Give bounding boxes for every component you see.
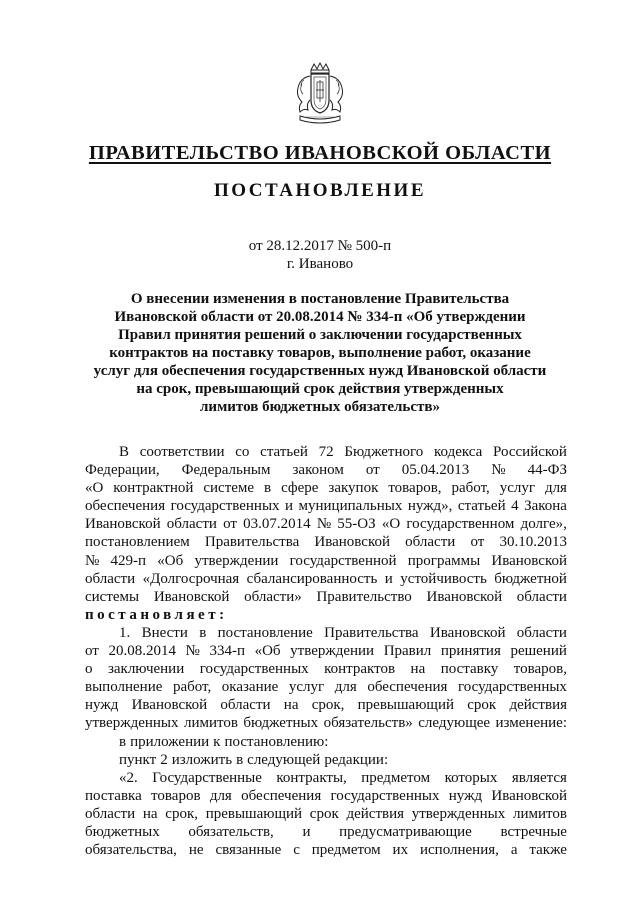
body-line: бюджетных обязательств, и предусматривающие встречные (85, 823, 567, 840)
body-line: Федерации, Федеральным законом от 05.04.2013 № 44-ФЗ (85, 462, 567, 479)
body-line: Ивановской области от 03.07.2014 № 55-ОЗ «О государственном долге», (85, 516, 567, 533)
subject-line: Правил принятия решений о заключении государственных (118, 327, 522, 343)
body-line: системы Ивановской области» Правительство Ивановской области (85, 588, 567, 605)
body-line: В соответствии со статьей 72 Бюджетного кодекса Российской (119, 444, 567, 460)
subject-line: контрактов на поставку товаров, выполнение работ, оказание (109, 345, 531, 361)
subject-line: О внесении изменения в постановление Правительства (130, 291, 510, 307)
body-line: обязательства, не связанные с предметом их исполнения, а также (85, 842, 567, 859)
body-line: № 429-п «Об утверждении государственной программы Ивановской (85, 552, 567, 569)
body-line: от 20.08.2014 № 334-п «Об утверждении Правил принятия решений (85, 643, 567, 660)
subject-line: на срок, превышающий срок действия утвержденных (136, 381, 504, 397)
body-line: обеспечения государственных и муниципальных нужд», статьей 4 Закона (85, 498, 567, 515)
document-date-number: от 28.12.2017 № 500-п (248, 238, 392, 254)
document-type: ПОСТАНОВЛЕНИЕ (213, 180, 427, 201)
document-city: г. Иваново (286, 256, 354, 272)
body-line (85, 606, 567, 624)
body-line: «2. Государственные контракты, предметом которых является (119, 769, 567, 786)
body-line: выполнение работ, оказание услуг для обеспечения государственных (85, 679, 567, 696)
body-line: области «Долгосрочная сбалансированность и устойчивость бюджетной (85, 570, 567, 587)
body-line: «О контрактной системе в сфере закупок товаров, работ, услуг для (85, 480, 567, 497)
document-subject (60, 290, 580, 416)
coat-of-arms-icon (290, 62, 350, 126)
body-line: поставка товаров для обеспечения государственных нужд Ивановской (85, 787, 567, 804)
subject-line: услуг для обеспечения государственных нужд Ивановской области (93, 363, 547, 379)
body-line: утвержденных лимитов бюджетных обязательств» следующее изменение: (85, 715, 567, 732)
body-line: в приложении к постановлению: (119, 733, 329, 750)
subject-line: лимитов бюджетных обязательств» (200, 399, 440, 415)
body-line: о заключении государственных контрактов на поставку товаров, (85, 661, 567, 678)
resolves-keyword: постановляет: (85, 606, 228, 623)
body-line: области на срок, превышающий срок действия утвержденных лимитов (85, 805, 567, 822)
body-line: пункт 2 изложить в следующей редакции: (119, 751, 389, 768)
government-title: ПРАВИТЕЛЬСТВО ИВАНОВСКОЙ ОБЛАСТИ (88, 142, 552, 164)
document-body (85, 443, 567, 859)
body-line: нужд Ивановской области на срок, превышающий срок действия (85, 697, 567, 714)
subject-line: Ивановской области от 20.08.2014 № 334-п «Об утверждении (114, 309, 526, 325)
body-line: постановлением Правительства Ивановской области от 30.10.2013 (85, 534, 567, 551)
body-line: 1. Внести в постановление Правительства Ивановской области (119, 624, 567, 641)
